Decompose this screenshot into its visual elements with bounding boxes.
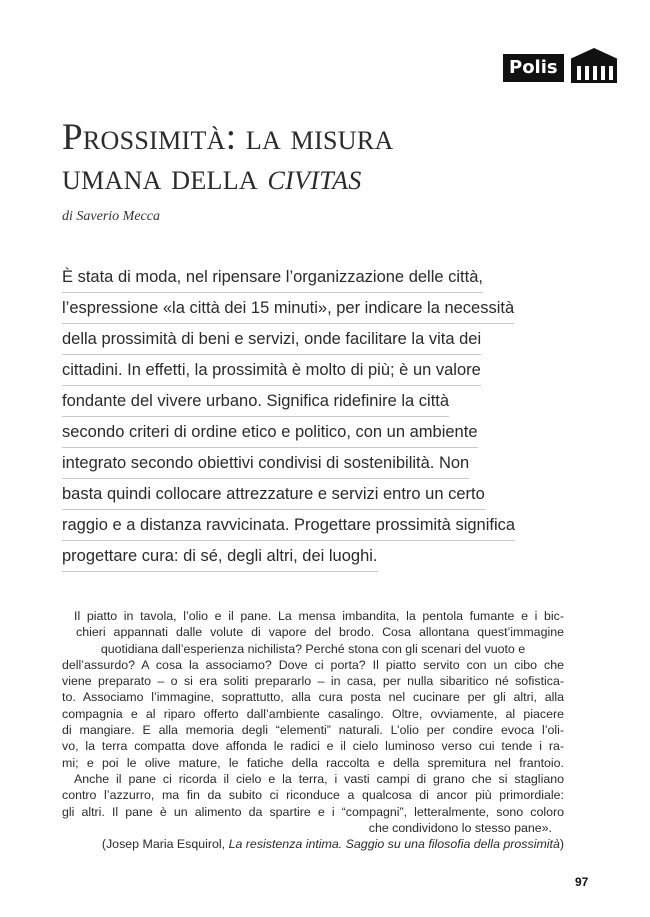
title-line-1: Prossimità: la misura [62,117,394,158]
quote-line: Il piatto in tavola, l’olio e il pane. La mensa imbandita, la pentola fumante e i bic- [74,609,564,623]
quote-line: Anche il pane ci ricorda il cielo e la terra, i vasti campi di grano che si stagliano [74,771,564,786]
quote-citation [62,836,564,852]
citation-title: La resistenza intima. Saggio su una filosofia della prossimità [228,837,560,852]
lead-line: integrato secondo obiettivi condivisi di sostenibilità. Non [62,448,469,479]
title-italic-word: civitas [267,157,362,198]
section-label: Polis [503,54,564,82]
quote-line: chieri appannati dalle volute di vapore del brodo. Cosa allontana quest’immagine [76,625,564,640]
quote-line: to. Associamo l’immagine, soprattutto, alla cura posta nel cucinare per gli altri, alla [62,690,564,705]
title-line-2 [62,157,362,198]
quote-line: dell’assurdo? A cosa la associamo? Dove ci porta? Il piatto servito con un cibo che [62,657,564,672]
quote-line: quotidiana dall’esperienza nichilista? Perché stona con gli scenari del vuoto e [100,641,526,656]
article-title [62,118,602,198]
lead-line: fondante del vivere urbano. Significa ridefinire la città [62,386,449,417]
lead-line: secondo criteri di ordine etico e politico, con un ambiente [62,417,478,448]
quote-line: compagnia e al riparo offerto dall’ambiente casalingo. Oltre, ovviamente, al piacere [62,706,564,721]
lead-line: l’espressione «la città dei 15 minuti», per indicare la necessità [62,293,514,324]
lead-line: basta quindi collocare attrezzature e servizi entro un certo [62,479,485,510]
lead-line: È stata di moda, nel ripensare l’organizzazione delle città, [62,262,483,293]
lead-line: raggio e a distanza ravvicinata. Progettare prossimità significa [62,510,515,541]
quote-line: di mangiare. E alla memoria degli “elementi” naturali. L’olio per condire evoca l’oli- [62,723,564,738]
citation-end: ) [559,837,564,852]
block-quote [62,608,564,852]
quote-line: mi; e poi le olive mature, le fatiche della raccolta e della spremitura nel frantoio. [62,755,564,770]
quote-line: gli altri. Il pane è un alimento da spartire e i “compagni”, letteralmente, sono coloro [62,804,564,819]
lead-line: progettare cura: di sé, degli altri, dei luoghi. [62,541,378,572]
title-line-2-plain: umana della [62,157,268,198]
lead-paragraph [62,262,582,572]
quote-line: viene preparato – o si era soliti prepararlo – in casa, per nulla sibaritico né sofistica- [62,674,564,689]
building-columns-icon [568,46,620,84]
section-tag [503,46,620,84]
lead-line: cittadini. In effetti, la prossimità è molto di più; è un valore [62,355,481,386]
quote-line: che condividono lo stesso pane». [368,820,552,835]
quote-line: vo, la terra compatta dove affonda le radici e il cielo luminoso verso cui tende i ra- [62,739,564,754]
citation-author: (Josep Maria Esquirol, [101,837,229,852]
author-byline: di Saverio Mecca [62,209,160,224]
page-number: 97 [575,875,589,889]
lead-line: della prossimità di beni e servizi, onde facilitare la vita dei [62,324,481,355]
quote-line: contro l’azzurro, ma fin da subito ci riconduce a qualcosa di ancor più primordiale: [62,788,564,803]
